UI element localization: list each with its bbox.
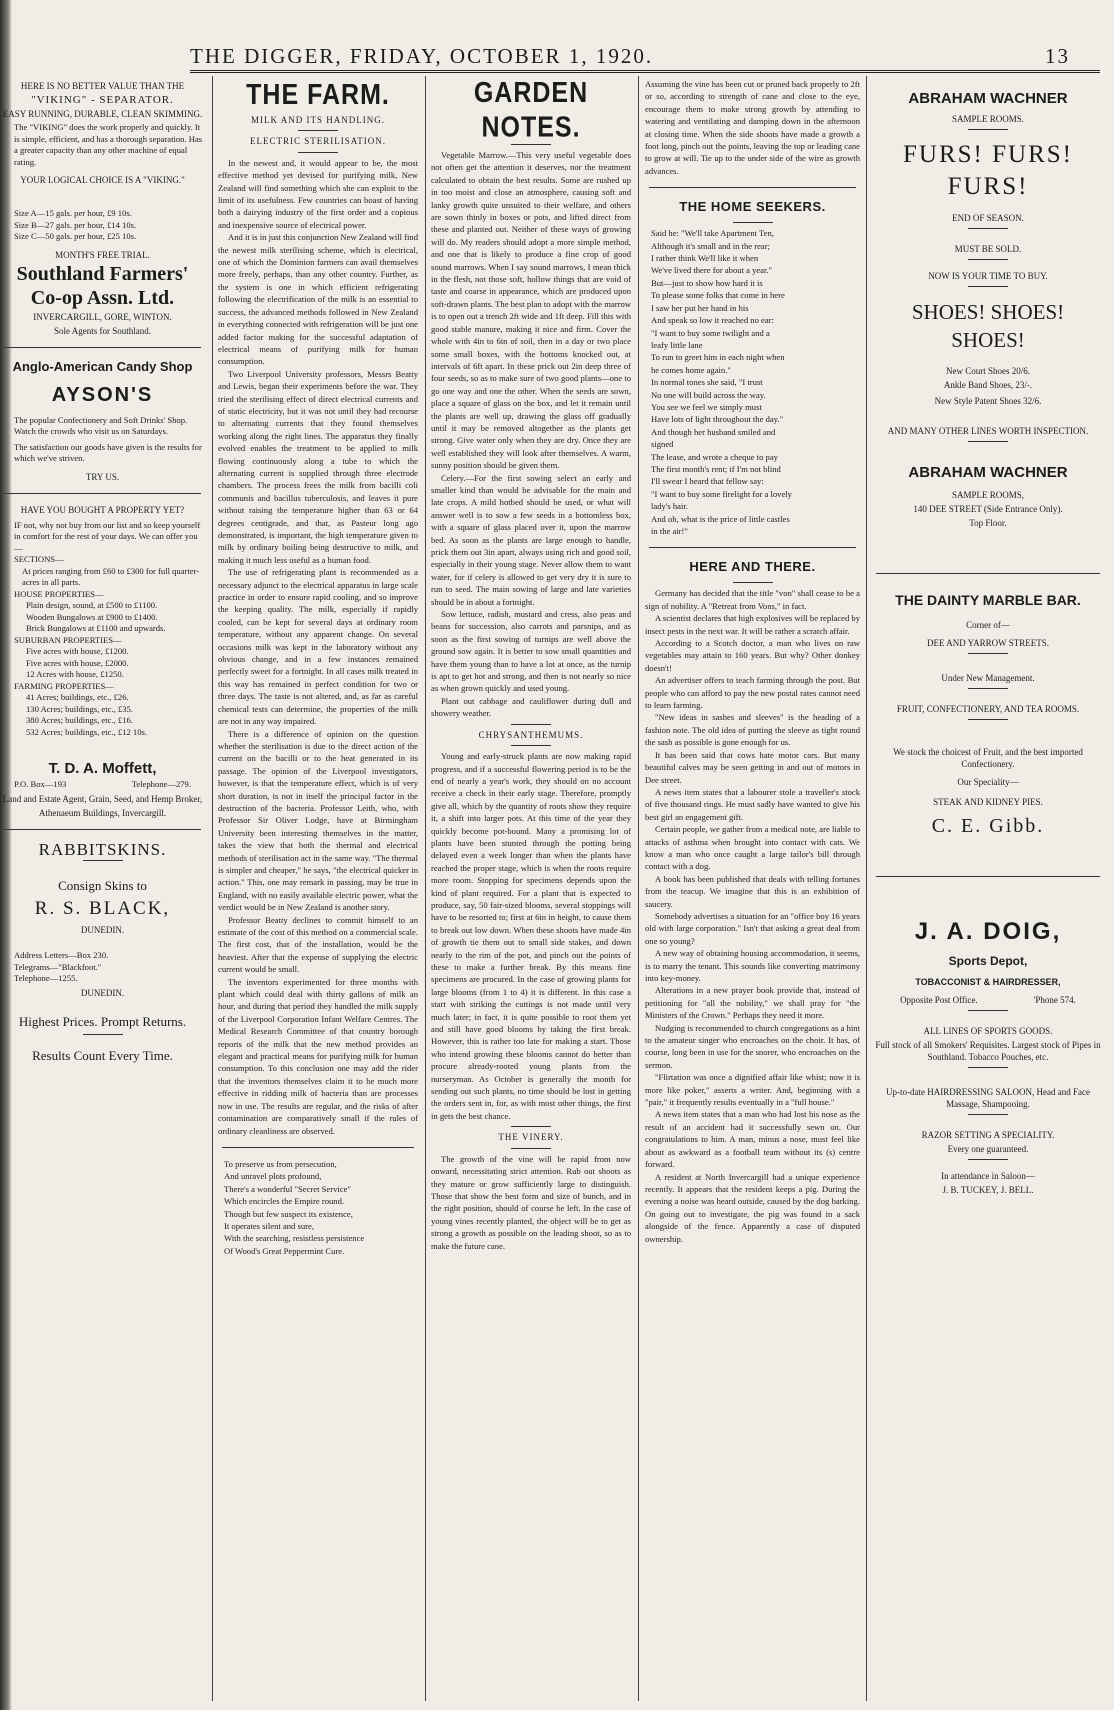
short-rule — [968, 1114, 1008, 1115]
shoe-item: New Style Patent Shoes 32/6. — [934, 396, 1042, 406]
page-number: 13 — [1045, 44, 1070, 68]
here-paragraph: A news item states that a labourer stole a traveller's stock of five thousand rings. He must sadly have wanted to give his best girl an engagement gift. — [645, 786, 860, 822]
short-rule — [298, 130, 338, 131]
verse-line: in the air!" — [651, 526, 688, 536]
hairdressing: Up-to-date HAIRDRESSING SALOON, Head and Face Massage, Shampooing. — [886, 1086, 1090, 1109]
viking-choice: YOUR LOGICAL CHOICE IS A "VIKING." — [20, 175, 185, 186]
farm-heading: THE FARM. — [246, 78, 390, 112]
smokers-requisites: Full stock of all Smokers' Requisites. Largest stock of Pipes in Southland. Tobacco Pouches, etc. — [875, 1039, 1101, 1062]
ad-divider — [4, 493, 201, 494]
farm-paragraph: The use of refrigerating plant is recommended as a necessary adjunct to the electrical apparatus in large scale practice in order to ensure rapid cooling, and so improve the keeping quality. The milk, especially if rapidly cooled, can be kept for several days at ordinary room temperature, without any apparent change. On several occasions milk was kept in the laboratory without any obvious change, and in a few instances remained perfectly sweet for a fortnight. In all cases milk treated in this way has remained in perfect condition for two or three days. The taste is not altered, and, as far as careful chemical tests can determine, the properties of the milk are not in any way impaired. — [218, 567, 418, 727]
viking-heading: HERE IS NO BETTER VALUE THAN THE — [20, 81, 185, 91]
vinery-paragraph: The growth of the vine will be rapid from now onward, necessitating strict attention. Rub out shoots as they mature or grow sufficiently large to distinguish. Those that show the best form and size of bunch, and in the right position, should of course be left. In the case of young vines recently planted, the object will be to get as strong a growth as possible on the leading shoot, so as to make the future cane. — [431, 1153, 631, 1251]
suburban-item: Five acres with house, £1200. — [26, 646, 129, 657]
suburban-list — [0, 646, 205, 681]
ad-divider — [4, 829, 201, 830]
attendant-names: J. B. TUCKEY, J. BELL. — [942, 1184, 1034, 1195]
garden-paragraph: Celery.—For the first sowing select an early and smaller kind than would be advisable for the main and late crops. A mild hotbed should be used, or what will answer well is to sow a few seeds in a bottomless box, with a square of glass placed over it, upon the marrow bed. As soon as the plants are large enough to handle, prick them out 3in apart, always using rich and good soil, especially in their young stage. Never allow them to want water, for if celery is allowed to get very dry it is sure to run to seed. The main sowing of large and late varieties should be in about a fortnight. — [431, 472, 631, 607]
verse-line: I rather think We'll like it when — [651, 253, 759, 264]
verse-line: I'll swear I heard that fellow say: — [651, 476, 764, 487]
here-paragraph: A scientist declares that high explosives will be replaced by insect pests in the next war. It will be rather a scratch affair. — [645, 613, 860, 636]
masthead — [190, 44, 1090, 70]
peppermint-verse — [218, 1158, 418, 1257]
moffett-box: P.O. Box—193 — [14, 779, 67, 790]
corner-of: Corner of— — [966, 620, 1010, 630]
masthead-title: THE DIGGER, FRIDAY, OCTOBER 1, 1920. — [190, 44, 654, 68]
short-rule — [968, 228, 1008, 229]
short-rule — [511, 724, 551, 725]
shoe-item: Ankle Band Shoes, 23/-. — [943, 380, 1033, 390]
verse-line: No one will build across the way. — [651, 389, 766, 400]
farm-paragraph: Professor Beatty declines to commit himself to an estimate of the cost of this method on a commercial scale. The first cost, that of the installation, would be the heaviest. After that the expense of supplying the electric current would be small. — [218, 914, 418, 975]
black-name: R. S. BLACK, — [34, 898, 171, 920]
southland-name-2: Co-op Assn. Ltd. — [30, 286, 175, 309]
opposite-post-office: Opposite Post Office. — [900, 994, 978, 1005]
farm-subheading-2: ELECTRIC STERILISATION. — [250, 136, 386, 147]
garden-paragraph: Vegetable Marrow.—This very useful vegetable does not often get the attention it deserves, nor the treatment calculated to obtain the best results. Some are rushed up in too moist and close an atmosphere, causing soft and lanky growth quite unsuited to their welfare, and others are sown thinly in boxes or pots, and lifted direct from these and planted out. Neither of these ways of growing will do. My readers should adopt a more simple method, and one that is likely to produce a fine crop of good sound marrows. When I say sound marrows, I mean thick in the flesh, not those soft, hollow things that are void of taste and coarse in appearance, which are produced upon soft-drawn plants. The best plan to adopt with the marrow is to open out a trench 2ft wide and 1ft deep. Fill this with good stable manure, making it nice and firm. Cover the whole with 4in to 6in of soil, then in a day or two place some small boxes, with the bottoms knocked out, at intervals of 6ft apart. In these prick out 2in deep three of four seeds, so as to make sure of two good plants—one to go one way and one the other. When the seeds are sown, place a square of glass on the box, and let it remain until the plants are well up, drawing the glass off gradually until it may be removed altogether as the plants get strong. Give water only when they are dry. Once they are well established they will look after themselves. A warm, sunny position should be given them. — [431, 150, 631, 471]
here-paragraph: According to a Scotch doctor, a man who lives on raw vegetables may attain to 160 years. But why? Other donkey doesn't! — [645, 638, 860, 673]
verse-line: Though but few suspect its existence, — [224, 1208, 353, 1219]
chrysanthemums-heading: CHRYSANTHEMUMS. — [478, 729, 584, 740]
black-address-line: Telephone—1255. — [14, 973, 78, 984]
many-lines: AND MANY OTHER LINES WORTH INSPECTION. — [887, 426, 1089, 436]
wachner-rooms-2: SAMPLE ROOMS, — [951, 490, 1025, 500]
house-list — [0, 600, 205, 635]
verse-line: With the searching, resistless persistence — [224, 1233, 365, 1244]
here-paragraph: An advertiser offers to teach farming through the post. But people who can afford to pay the new postal rates cannot need to learn farming. — [645, 675, 860, 711]
verse-line: Which encircles the Empire round. — [224, 1196, 345, 1207]
prices-line: Highest Prices. Prompt Returns. — [18, 1013, 187, 1029]
short-rule — [968, 1067, 1008, 1068]
here-paragraph: "Flirtation was once a dignified affair like whist; now it is more like poker," asserts a writer. And, beginning with a "pair," it frequently results eventually in a "full house." — [645, 1072, 860, 1108]
aysons-body-2: The satisfaction our goods have given is the results for which we've striven. — [14, 441, 202, 464]
size-item: Size A—15 gals. per hour, £9 10s. — [14, 208, 132, 219]
speciality: Our Speciality— — [957, 777, 1019, 787]
property-heading: HAVE YOU BOUGHT A PROPERTY YET? — [20, 504, 185, 515]
farming-list — [0, 692, 205, 738]
aysons-heading: AYSON'S — [51, 383, 154, 406]
verse-line: leafy little lane — [651, 339, 703, 350]
sections-heading: SECTIONS— — [14, 554, 64, 565]
house-item: Brick Bungalows at £1100 and upwards. — [26, 623, 166, 634]
here-paragraph: "New ideas in sashes and sleeves" is the heading of a fashion note. The old idea of putting the sleeve as tight round the sash as possible is gone enough for us. — [645, 712, 860, 748]
verse-line: It operates silent and sure, — [224, 1220, 314, 1231]
verse-line: But—just to show how hard it is — [651, 277, 763, 288]
here-and-there-heading: HERE AND THERE. — [689, 559, 816, 575]
column-ads-left — [0, 78, 205, 1698]
dee-yarrow: DEE AND YARROW STREETS. — [926, 638, 1049, 648]
rabbitskins-heading: RABBITSKINS. — [38, 839, 167, 859]
here-paragraph: A resident at North Invercargill had a unique experience recently. It appears that the resident keeps a pig. During the evening a noise was heard outside, caused by the dog barking. On going out to investigate, the pig was found in a sack alongside of the fence. Apparently a case of disputed ownership. — [645, 1171, 860, 1244]
southland-towns: INVERCARGILL, GORE, WINTON. — [33, 311, 172, 322]
home-seekers-heading: THE HOME SEEKERS. — [679, 199, 826, 215]
results-line: Results Count Every Time. — [32, 1047, 173, 1063]
suburban-heading: SUBURBAN PROPERTIES— — [14, 634, 122, 645]
verse-line: There's a wonderful "Secret Service" — [224, 1183, 351, 1194]
stock-line: We stock the choicest of Fruit, and the best imported Confectionery. — [893, 747, 1083, 769]
verse-line: And speak so low it reached no ear: — [651, 315, 774, 326]
shoes-line-2: SHOES! — [951, 328, 1025, 352]
verse-line: "I want to buy some firelight for a lovely — [651, 488, 792, 499]
steak-pies: STEAK AND KIDNEY PIES. — [933, 797, 1043, 807]
farming-heading: FARMING PROPERTIES— — [14, 680, 114, 691]
verse-line: Said he: "We'll take Apartment Ten, — [651, 228, 774, 239]
doig-name: J. A. DOIG, — [914, 918, 1062, 946]
verse-line: And though her husband smiled and — [651, 426, 776, 437]
verse-line: To please some folks that come in here — [651, 290, 785, 301]
farming-item: 130 Acres; buildings, etc., £35. — [26, 703, 133, 714]
short-rule — [968, 688, 1008, 689]
short-rule — [511, 1126, 551, 1127]
furs-line-2: FURS! — [947, 173, 1029, 200]
verse-line: You see we feel we simply must — [651, 401, 762, 412]
garden-paragraph: Sow lettuce, radish, mustard and cress, also peas and beans for succession, also carrots and parsnips, and as soon as the first sowing of turnips are well above the ground sow again. It is better to sow small quantities and have them young than to have a lot at once, as the turnip is apt to get hot and strong, and then is not nearly so nice as when grown quickly and used young. — [431, 609, 631, 694]
verse-line: And oh, what is the price of little castles — [651, 513, 790, 524]
free-trial: MONTH'S FREE TRIAL. — [55, 249, 150, 260]
shoe-item: New Court Shoes 20/6. — [946, 366, 1030, 376]
verse-line: And unravel plots profound, — [224, 1171, 322, 1182]
southland-agents: Sole Agents for Southland. — [54, 325, 151, 336]
verse-line: To run to greet him in each night when — [651, 352, 785, 363]
end-of-season: END OF SEASON. — [952, 213, 1024, 223]
column-divider — [866, 76, 867, 1701]
ad-divider — [876, 573, 1100, 574]
ad-divider — [876, 876, 1100, 877]
divider — [222, 1147, 414, 1148]
fruit-tea-rooms: FRUIT, CONFECTIONERY, AND TEA ROOMS. — [896, 704, 1080, 714]
short-rule — [511, 745, 551, 746]
short-rule — [968, 653, 1008, 654]
garden-paragraph: Plant out cabbage and cauliflower during dull and showery weather. — [431, 695, 631, 719]
verse-line: I saw her put her hand in his — [651, 302, 749, 313]
here-paragraph: Alterations in a new prayer book provide that, instead of petitioning for "all the nobility," we shall pray for "the Ministers of the Crown." Perhaps they need it more. — [645, 985, 860, 1021]
in-attendance: In attendance in Saloon— — [941, 1170, 1035, 1181]
short-rule — [733, 222, 773, 223]
short-rule — [968, 1010, 1008, 1011]
wachner-floor: Top Floor. — [969, 518, 1007, 528]
gibb-name: C. E. Gibb. — [931, 815, 1045, 837]
column-home-seekers — [645, 78, 860, 1698]
farm-paragraph: Two Liverpool University professors, Messrs Beatty and Lewis, began their experiments before the war. They tried the sterilising effect of direct electrical currents and of static electricity, but it was not until they had recourse to alternating currents that they found themselves working along the right lines. The apparatus they finally evolved enables the treatment to be applied to milk flowing continuously along a tube to which the alternating current is supplied through three electrode chambers. The process frees the milk from bacilli coli communis and bacillus tuberculosis, and leaves it pure without raising the temperature higher than 63 or 64 degrees centigrade, and that, as Pasteur long ago demonstrated, is important, the high temperature given to milk by ordinary boiling being destructive to milk, and making it much less useful as a human food. — [218, 368, 418, 565]
candy-shop-heading: Anglo-American Candy Shop — [12, 358, 193, 374]
doig-contact — [872, 994, 1104, 1006]
verse-line: signed — [651, 439, 674, 450]
suburban-item: 12 Acres with house, £1250. — [26, 669, 124, 680]
house-item: Plain design, sound, at £500 to £1100. — [26, 600, 158, 611]
dainty-marble-bar: THE DAINTY MARBLE BAR. — [895, 592, 1081, 608]
column-ads-right — [872, 78, 1104, 1698]
try-us: TRY US. — [85, 471, 120, 482]
southland-name-1: Southland Farmers' — [16, 262, 189, 285]
aysons-body-1: The popular Confectionery and Soft Drinks' Shop. Watch the crowds who visit us on Saturdays. — [14, 414, 188, 437]
verse-line: "I want to buy some twilight and a — [651, 327, 770, 338]
chrysanthemums-paragraph: Young and early-struck plants are now making rapid progress, and if a successful flowering period is to be the end of nearly a year's work, they should on no account receive a check in their early stage. Therefore, promptly give all, which by the quantity of roots show they require it, a shift into larger pots. At this time of the year they quickly become pot-bound. Many a promising lot of plants have been stunted through the potting being delayed even a week longer than when the plants have reached the proper stage, which is when the roots require more room. Stopping for specimens depends upon the kind of plant required. For a plant that is expected to produce, say, 50 fair-sized blooms, several stoppings will have to be resorted to; first at 6in in height, to cause them to break out low down. When these shoots have made 4in of growth tie them out to small side stakes, and down nearly to the rim of the pot, and pinch out the points of these to make a further break. By this means fine specimens are procured. In the case of growing plants for large blooms (from 1 to 4) it is different. In this case a start with striking the cuttings is not made until very much later; in fact, it is quite possible to root them yet and still have good blooms by taking the first break. However, this is rather too late for making a start. Those who intend growing these blooms cannot do better than procure already-rooted young plants from the nurseryman. As October is generally the month for sending out such plants, no time should be lost in getting the orders sent in, for, as with most other things, the first in gets the best chance. — [431, 751, 631, 1121]
short-rule — [511, 1148, 551, 1149]
verse-line: Although it's small and in the rear; — [651, 240, 770, 251]
vinery-continued: Assuming the vine has been cut or pruned back properly to 2ft or so, according to strength of cane and close to the eye, encourage them to make strong growth by attending to watering and ventilating and damping down in the afternoon at closing time. When the side shoots have made a growth a foot long, pinch out the points, leaving the top or leading cane to grow at will. Tie up to the under side of the wire as growth advances. — [645, 79, 860, 176]
verse-line: In normal tones she said, "I trust — [651, 377, 763, 388]
verse-line: The first month's rent; if I'm not blind — [651, 463, 781, 474]
farm-paragraph: The inventors experimented for three months with plant which could deal with thirty gallons of milk an hour, and during that period they handled the milk supply of the Liverpool Corporation Infant Welfare Centres. The Medical Research Committee of that country borough reports of the milk that the new method provides an elegant and practical means for purifying milk for human consumption. To this conclusion one may add the rider that the inventors themselves claim it to be much more effective in ridding milk of bacteria than are processes now in use. The results are regular, and the risks of after contamination are comparatively small if the rules of ordinary cleanliness are observed. — [218, 976, 418, 1136]
ad-divider — [4, 347, 201, 348]
farm-subheading-1: MILK AND ITS HANDLING. — [251, 115, 385, 125]
verse-line: Have lots of light throughout the day." — [651, 414, 784, 425]
moffett-description: Land and Estate Agent, Grain, Seed, and Hemp Broker, — [2, 793, 203, 804]
tobacconist: TOBACCONIST & HAIRDRESSER, — [915, 976, 1061, 987]
here-paragraph: It has been said that cows hate motor cars. But many beautiful calves may be seen getting in and out of motors in Dee street. — [645, 749, 860, 785]
sections-body: At prices ranging from £60 to £300 for full quarter-acres in all parts. — [22, 565, 200, 588]
vinery-heading: THE VINERY. — [498, 1132, 564, 1143]
property-body: IF not, why not buy from our list and so keep yourself in comfort for the rest of your days. We can offer you— — [14, 519, 201, 553]
farm-paragraph: There is a difference of opinion on the question whether the sterilisation is due to the direct action of the current on the bacilli or to the heat generated in its passage. The opinion of the Liverpool investigators, however, is that the temperature effect, which is of very short duration, is not in itself the principal factor in the destruction of the bacteria. Professor Leith, who, with Professor Sir Oliver Lodge, have at Birmingham University been interesting themselves in the matter, takes the view that both the thermal and electrical methods of sterilisation act in the same way. "The thermal is simpler and cheaper," he says, "the electrical quicker in action." This, one may remark in passing, may be true in England, with no easily available electric power, what the verdict would be in New Zealand is another story. — [218, 728, 418, 913]
black-address-line: Address Letters—Box 230. — [14, 950, 109, 961]
viking-name: "VIKING" - SEPARATOR. — [31, 94, 174, 106]
shoes-line-1: SHOES! SHOES! — [911, 300, 1065, 324]
short-rule — [968, 719, 1008, 720]
house-heading: HOUSE PROPERTIES— — [14, 588, 104, 599]
verse-line: The lease, and wrote a cheque to pay — [651, 451, 778, 462]
short-rule — [83, 860, 123, 861]
column-divider — [638, 76, 639, 1701]
verse-line: To preserve us from persecution, — [224, 1158, 337, 1169]
short-rule — [733, 582, 773, 583]
farming-item: 532 Acres; buildings, etc., £12 10s. — [26, 726, 148, 737]
black-address — [0, 950, 205, 985]
farm-paragraph: In the newest and, it would appear to be, the most effective method yet devised for purifying milk, New Zealand will find something which she can exploit to the limit of its usefulness. Few countries can boast of having both a dairying industry of the first order and a copious and inexpensive source of electrical power. — [218, 157, 418, 230]
short-rule — [968, 259, 1008, 260]
home-seekers-verse — [645, 227, 860, 537]
black-address-line: Telegrams—"Blackfoot." — [14, 961, 102, 972]
moffett-name: T. D. A. Moffett, — [48, 760, 157, 778]
wachner-name: ABRAHAM WACHNER — [908, 90, 1068, 107]
column-the-farm — [218, 78, 418, 1698]
black-city-2: DUNEDIN. — [80, 987, 125, 998]
viking-tagline: EASY RUNNING, DURABLE, CLEAN SKIMMING. — [2, 109, 203, 120]
here-paragraph: A new way of obtaining housing accommodation, it seems, is to marry the tenant. This sounds like converting matrimony into key-money. — [645, 948, 860, 983]
farming-item: 41 Acres; buildings, etc., £26. — [26, 692, 129, 703]
viking-body: The "VIKING" does the work properly and quickly. It is simple, efficient, and has a thorough separation. Has a greater capacity than any other machine of equal rating. — [14, 122, 203, 167]
verse-line: We've lived there for about a year." — [651, 265, 773, 276]
column-divider — [212, 76, 213, 1701]
garden-heading: GARDEN NOTES. — [473, 78, 589, 144]
moffett-contact — [0, 779, 205, 791]
wachner-rooms: SAMPLE ROOMS. — [951, 114, 1025, 124]
short-rule — [968, 1159, 1008, 1160]
here-paragraph: Somebody advertises a situation for an "office boy 16 years old with large corporation." Isn't that asking a great deal from one so young? — [645, 910, 860, 946]
short-rule — [83, 1034, 123, 1035]
new-management: Under New Management. — [941, 673, 1035, 683]
verse-line: lady's hair. — [651, 501, 688, 512]
razor-setting: RAZOR SETTING A SPECIALITY. — [921, 1129, 1055, 1140]
guaranteed: Every one guaranteed. — [947, 1143, 1029, 1154]
house-item: Wooden Bungalows at £900 to £1400. — [26, 611, 158, 622]
sports-depot: Sports Depot, — [948, 954, 1028, 969]
short-rule — [968, 441, 1008, 442]
wachner-address: 140 DEE STREET (Side Entrance Only). — [913, 504, 1063, 514]
doig-phone: 'Phone 574. — [1033, 994, 1076, 1005]
sports-goods: ALL LINES OF SPORTS GOODS. — [923, 1025, 1053, 1036]
consign-line: Consign Skins to — [58, 878, 147, 894]
here-paragraph: A news item states that a man who had lost his nose as the result of an accident had it successfully sewn on. Our congratulations to him. A man, minus a nose, must feel like about as awkward as a football team without its (s) centre forward. — [645, 1109, 860, 1170]
here-paragraph: Certain people, we gather from a medical note, are liable to attacks of asthma when brought into contact with cats. We know a man who once caught a large tailor's bill through contact with a dog. — [645, 824, 860, 872]
divider — [649, 547, 856, 548]
size-item: Size C—50 gals. per hour, £25 10s. — [14, 231, 137, 242]
here-paragraph: A book has been published that deals with telling fortunes from the teacup. We imagine that this is an exhibition of saucery. — [645, 873, 860, 909]
suburban-item: Five acres with house, £2000. — [26, 657, 129, 668]
short-rule — [298, 152, 338, 153]
short-rule — [968, 286, 1008, 287]
size-item: Size B—27 gals. per hour, £14 10s. — [14, 219, 137, 230]
furs-line-1: FURS! FURS! — [903, 141, 1073, 168]
column-garden-notes — [431, 78, 631, 1698]
verse-line: he comes home again." — [651, 364, 731, 375]
farm-paragraph: And it is in just this conjunction New Zealand will find the newest milk sterilising scheme, which is electrical, one of which the Dominion farmers can avail themselves more freely, perhaps, than any other country. Further, as the system is one in which efficient refrigerating following the electrification of the milk is an essential to success, the advanced methods followed in New Zealand in everything connected with refrigeration will be just one added factor making for the successful adaptation of electrical means of purifying milk for human consumption. — [218, 232, 418, 367]
here-paragraph: Germany has decided that the title "von" shall cease to be a sign of nobility. A "Retreat from Vons," in fact. — [645, 588, 860, 611]
verse-line: Of Wood's Great Peppermint Cure. — [224, 1245, 345, 1256]
farming-item: 380 Acres; buildings, etc., £16. — [26, 715, 133, 726]
divider — [649, 187, 856, 188]
moffett-address: Athenaeum Buildings, Invercargill. — [38, 807, 167, 818]
black-city: DUNEDIN. — [80, 925, 125, 936]
viking-sizes — [0, 208, 205, 243]
must-be-sold: MUST BE SOLD. — [954, 244, 1022, 254]
wachner-name-2: ABRAHAM WACHNER — [908, 464, 1068, 481]
column-divider — [425, 76, 426, 1701]
time-to-buy: NOW IS YOUR TIME TO BUY. — [928, 271, 1048, 281]
here-paragraph: Nudging is recommended to church congregations as a hint to the amateur singer who encroaches on the choir. It has, of course, long been in use for the snorer, who encroaches on the sermon. — [645, 1022, 860, 1070]
short-rule — [968, 129, 1008, 130]
moffett-telephone: Telephone—279. — [131, 779, 191, 790]
masthead-rule — [190, 70, 1100, 73]
